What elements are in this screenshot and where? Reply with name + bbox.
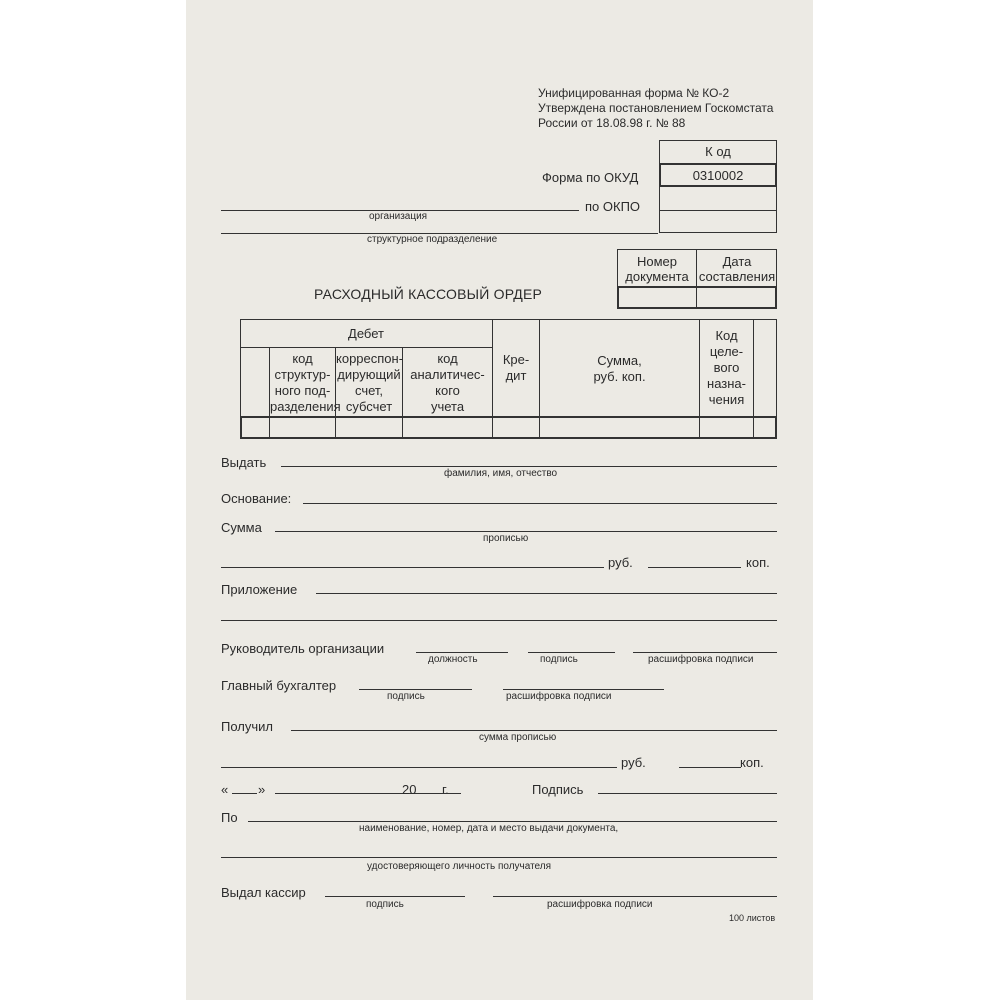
received-label: Получил <box>221 719 273 734</box>
debet-header: Дебет <box>348 326 384 341</box>
approval-line: Утверждена постановлением Госкомстата <box>538 101 774 115</box>
form-number-line: Унифицированная форма № КО-2 <box>538 86 730 100</box>
year-suffix-underline <box>441 793 461 794</box>
sum-in-words-caption: сумма прописью <box>479 732 557 743</box>
col-analyt-header: код аналитичес- кого учета <box>410 351 485 414</box>
okud-value: 0310002 <box>692 168 744 183</box>
received-kop-line[interactable] <box>679 767 741 768</box>
okpo-divider <box>659 210 777 211</box>
attachment-line[interactable] <box>316 593 777 594</box>
cashier-label: Выдал кассир <box>221 885 306 900</box>
fio-caption: фамилия, имя, отчество <box>444 468 558 479</box>
issue-line[interactable] <box>281 466 777 467</box>
issue-label: Выдать <box>221 455 267 470</box>
document-title: РАСХОДНЫЙ КАССОВЫЙ ОРДЕР <box>314 286 543 302</box>
col-corr-header: корреспон- дирующий счет, субсчет <box>336 351 404 414</box>
date-open-quote: « <box>221 782 229 797</box>
kop-line[interactable] <box>648 567 741 568</box>
chief-accountant-label: Главный бухгалтер <box>221 678 337 693</box>
col-sum-header: Сумма, руб. коп. <box>593 353 646 384</box>
position-caption: должность <box>428 654 478 665</box>
head-decoding-line[interactable] <box>633 652 777 653</box>
date-close-quote: » <box>258 782 266 797</box>
sum-line-2[interactable] <box>221 567 604 568</box>
debet-divider <box>240 347 492 348</box>
year-suffix: г. <box>442 782 449 797</box>
received-line[interactable] <box>291 730 777 731</box>
head-signature-caption: подпись <box>540 654 578 665</box>
head-label: Руководитель организации <box>221 641 385 656</box>
received-kop-label: коп. <box>740 755 764 770</box>
col-code-header: Код целе- вого назна- чения <box>707 328 746 407</box>
year-line[interactable] <box>419 793 441 794</box>
approval-date-line: России от 18.08.98 г. № 88 <box>538 116 686 130</box>
receiver-signature-line[interactable] <box>598 793 777 794</box>
accountant-decoding-caption: расшифровка подписи <box>506 691 612 702</box>
code-header: К од <box>705 144 731 159</box>
doc-date-label: Дата составления <box>698 254 776 284</box>
received-rub-label: руб. <box>621 755 646 770</box>
document-line[interactable] <box>248 821 777 822</box>
head-decoding-caption: расшифровка подписи <box>648 654 754 665</box>
head-signature-line[interactable] <box>528 652 615 653</box>
sum-label: Сумма <box>221 520 262 535</box>
col-kredit-header: Кре- дит <box>502 352 530 383</box>
received-line-2[interactable] <box>221 767 617 768</box>
col-struct-header: код структур- ного под- разделения <box>270 351 341 414</box>
basis-label: Основание: <box>221 491 292 506</box>
organization-caption: организация <box>369 211 428 222</box>
cashier-decoding-line[interactable] <box>493 896 777 897</box>
rub-label: руб. <box>608 555 633 570</box>
doc-number-label: Номер документа <box>625 254 689 284</box>
head-position-line[interactable] <box>416 652 508 653</box>
by-document-label: По <box>221 810 238 825</box>
signature-label: Подпись <box>532 782 584 797</box>
document-line-2[interactable] <box>221 857 777 858</box>
accountant-signature-line[interactable] <box>359 689 472 690</box>
basis-line[interactable] <box>303 503 777 504</box>
cashier-decoding-caption: расшифровка подписи <box>547 899 653 910</box>
document-caption: наименование, номер, дата и место выдачи документа, <box>359 823 619 834</box>
identity-caption: удостоверяющего личность получателя <box>367 861 552 872</box>
okud-label: Форма по ОКУД <box>542 170 639 185</box>
doc-info-value-divider <box>696 286 697 309</box>
cashier-signature-line[interactable] <box>325 896 465 897</box>
okpo-label: по ОКПО <box>585 199 641 214</box>
attachment-label: Приложение <box>221 582 298 597</box>
subdivision-caption: структурное подразделение <box>367 234 498 245</box>
in-words-caption: прописью <box>483 533 529 544</box>
cashier-signature-caption: подпись <box>366 899 404 910</box>
sheet-count: 100 листов <box>729 913 776 923</box>
month-line[interactable] <box>275 793 419 794</box>
attachment-line-2[interactable] <box>221 620 777 621</box>
doc-info-value-row[interactable] <box>617 286 777 309</box>
table-data-row[interactable] <box>240 416 777 439</box>
accountant-decoding-line[interactable] <box>503 689 664 690</box>
kop-label: коп. <box>746 555 770 570</box>
sum-line[interactable] <box>275 531 777 532</box>
year-prefix: 20 <box>402 782 417 797</box>
accountant-signature-caption: подпись <box>387 691 425 702</box>
day-line[interactable] <box>232 793 257 794</box>
